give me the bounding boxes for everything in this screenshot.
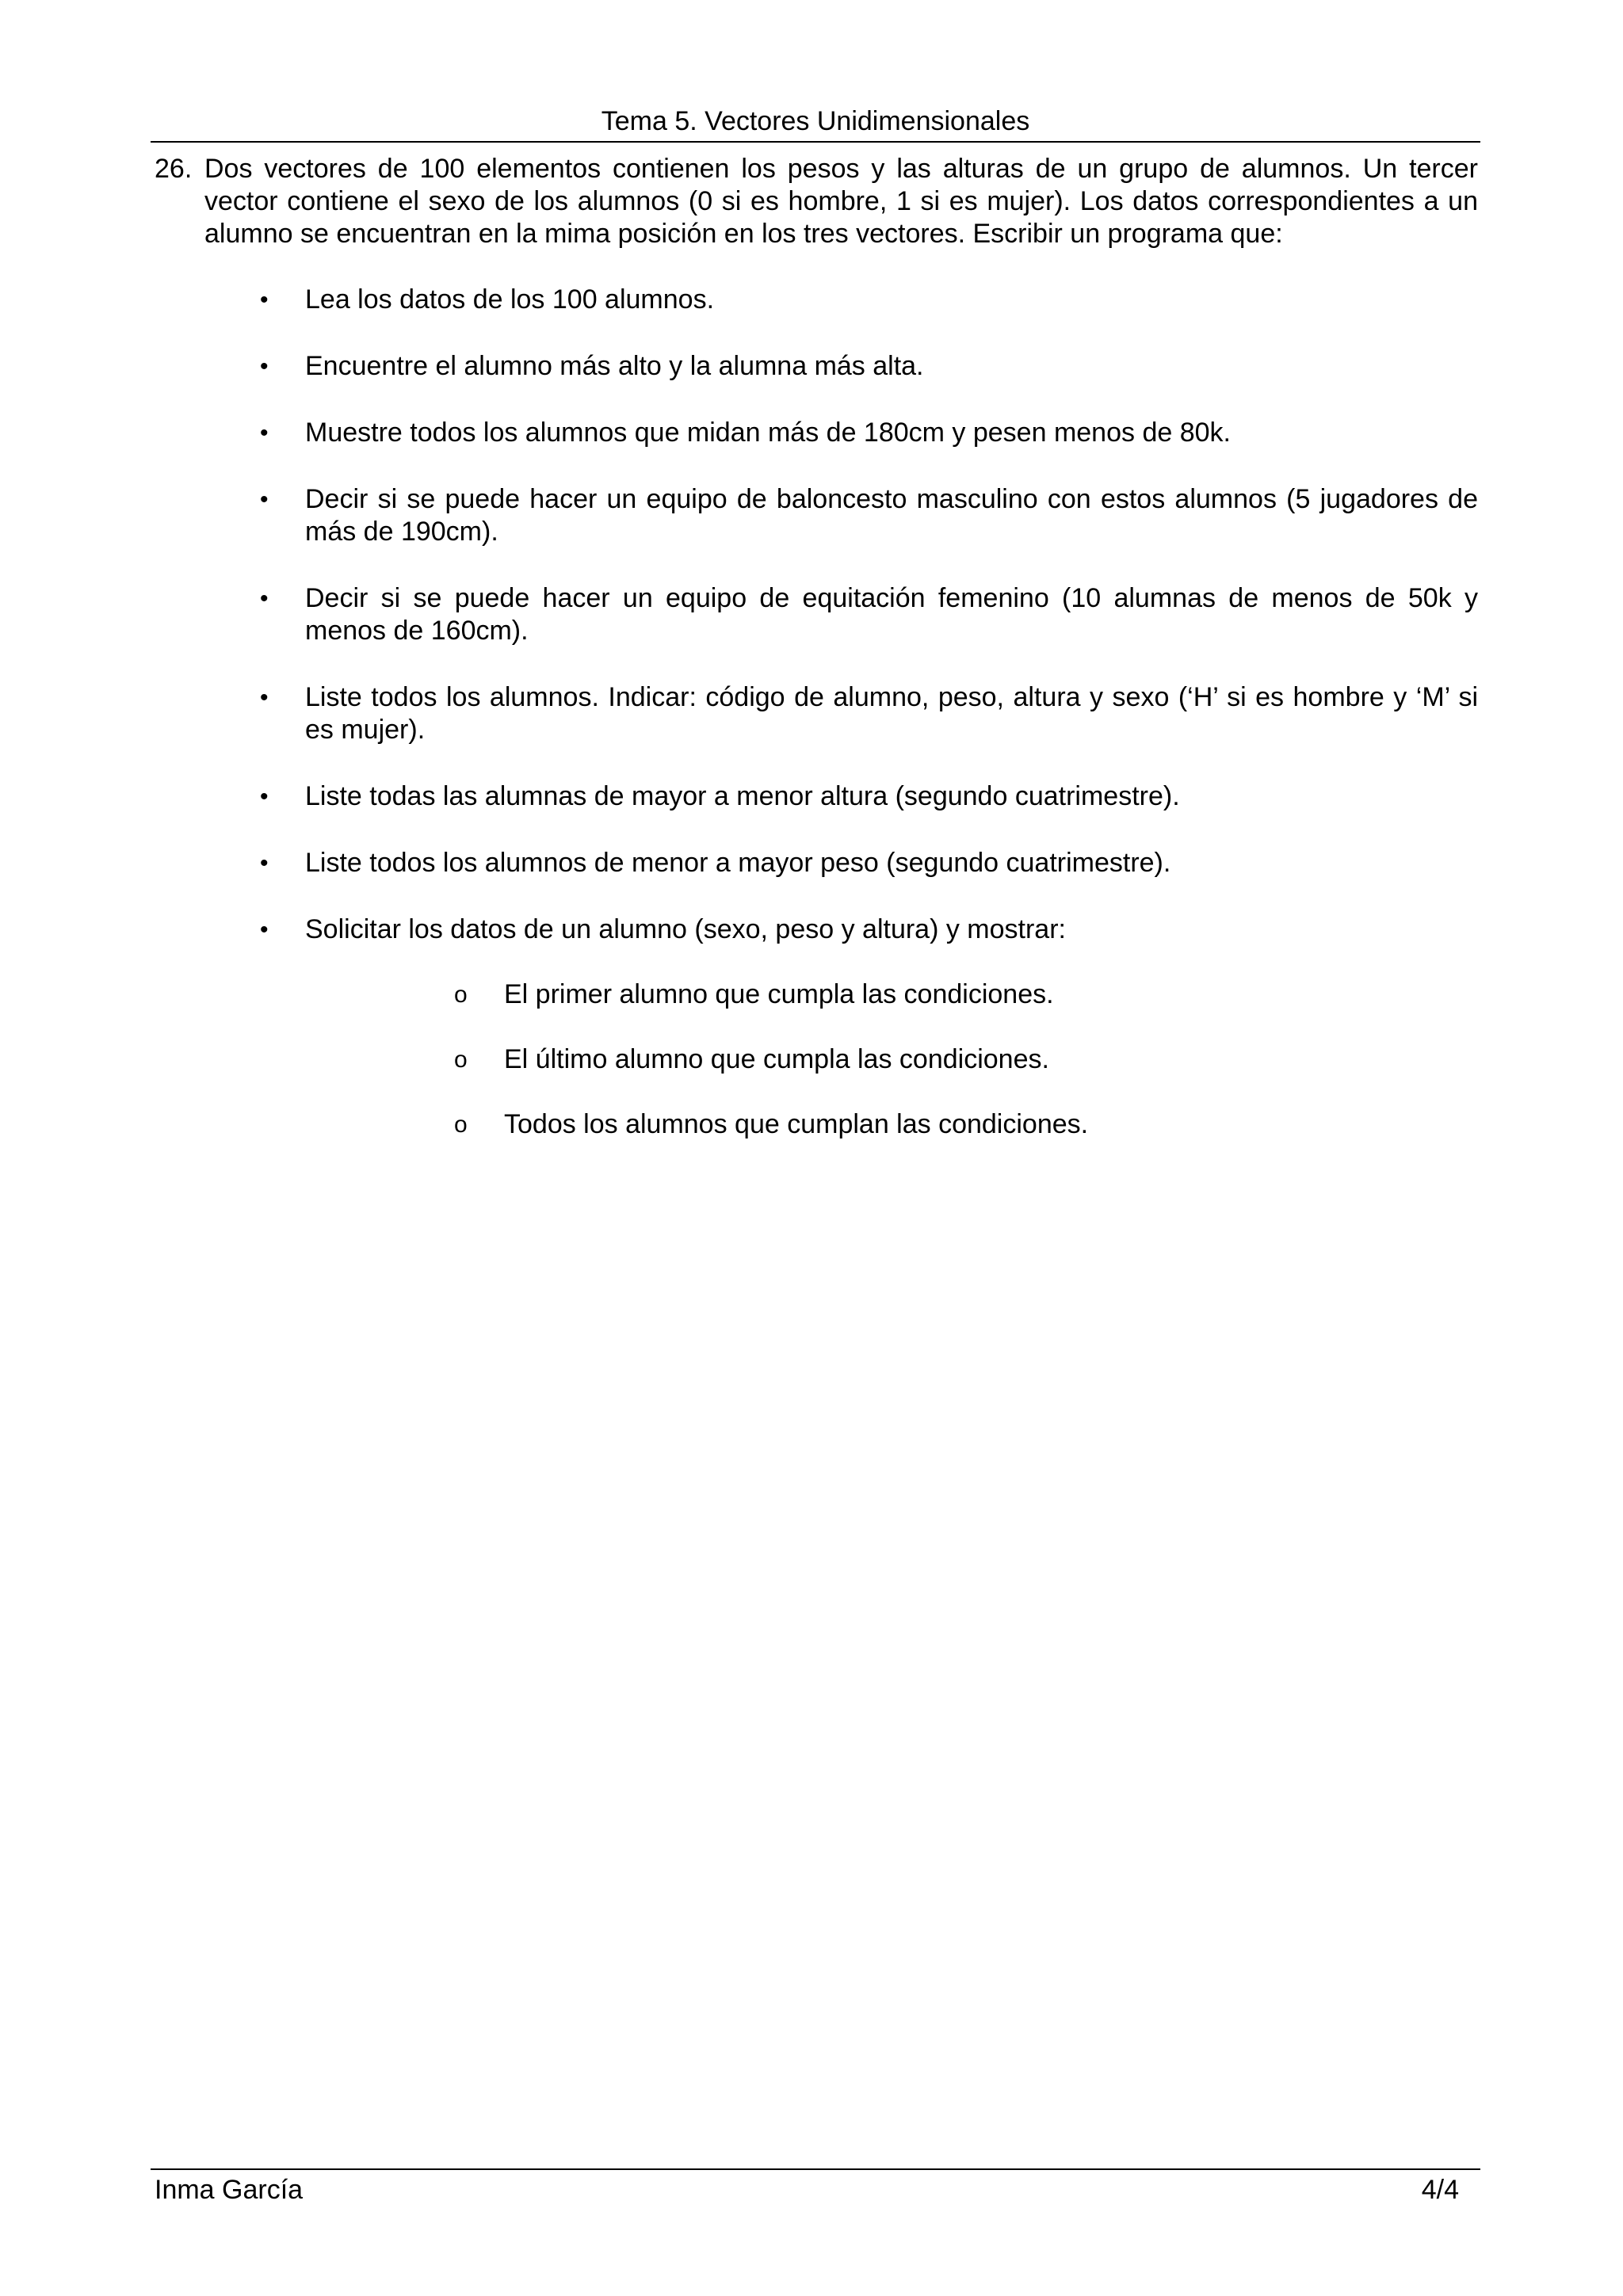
list-item-text: Muestre todos los alumnos que midan más de 180cm y pesen menos de 80k. xyxy=(305,418,1231,448)
exercise-intro: Dos vectores de 100 elementos contienen los pesos y las alturas de un grupo de alumnos. Un tercer vector contiene el sexo de los alumnos (0 si es hombre, 1 si es mujer). Los datos correspondientes a un alumno se encuentran en la mima posición en los tres vectores. Escribir un programa que: xyxy=(204,154,1478,249)
sub-list-item-text: El primer alumno que cumpla las condiciones. xyxy=(504,979,1054,1009)
sub-list-item-text: El último alumno que cumpla las condiciones. xyxy=(504,1044,1049,1074)
list-item-text: Decir si se puede hacer un equipo de baloncesto masculino con estos alumnos (5 jugadores de más de 190cm). xyxy=(305,484,1478,547)
list-item-text: Solicitar los datos de un alumno (sexo, peso y altura) y mostrar: xyxy=(305,914,1066,944)
bullet-icon: • xyxy=(260,784,269,810)
sub-list xyxy=(305,978,1478,1141)
exercise-number: 26. xyxy=(155,154,193,184)
page-header-title: Tema 5. Vectores Unidimensionales xyxy=(601,106,1030,136)
list-item xyxy=(204,350,1478,383)
list-item-text: Encuentre el alumno más alto y la alumna más alta. xyxy=(305,351,924,381)
sub-list-item xyxy=(305,978,1478,1011)
list-item-text: Liste todos los alumnos. Indicar: código de alumno, peso, altura y sexo (‘H’ si es hombre y ‘M’ si es mujer). xyxy=(305,682,1478,745)
list-item-text: Liste todos los alumnos de menor a mayor peso (segundo cuatrimestre). xyxy=(305,848,1171,878)
circle-bullet-icon: o xyxy=(454,982,468,1008)
footer-author: Inma García xyxy=(155,2175,304,2205)
bullet-icon: • xyxy=(260,850,269,876)
list-item xyxy=(204,483,1478,548)
sub-list-item-text: Todos los alumnos que cumplan las condiciones. xyxy=(504,1109,1089,1139)
list-item-text: Decir si se puede hacer un equipo de equitación femenino (10 alumnas de menos de 50k y menos de 160cm). xyxy=(305,583,1478,646)
list-item-text: Liste todas las alumnas de mayor a menor altura (segundo cuatrimestre). xyxy=(305,781,1180,811)
list-item xyxy=(204,780,1478,813)
list-item xyxy=(204,284,1478,316)
list-item xyxy=(204,847,1478,879)
list-item xyxy=(204,582,1478,647)
list-item xyxy=(204,681,1478,746)
bullet-icon: • xyxy=(260,685,269,711)
page-number: 4/4 xyxy=(1421,2175,1459,2205)
requirements-list xyxy=(204,284,1478,1141)
bullet-icon: • xyxy=(260,917,269,943)
circle-bullet-icon: o xyxy=(454,1112,468,1138)
footer-divider xyxy=(151,2168,1480,2170)
sub-list-item xyxy=(305,1043,1478,1076)
bullet-icon: • xyxy=(260,287,269,313)
sub-list-item xyxy=(305,1108,1478,1141)
exercise-26 xyxy=(155,153,1478,1175)
list-item-text: Lea los datos de los 100 alumnos. xyxy=(305,284,715,315)
list-item xyxy=(204,417,1478,449)
bullet-icon: • xyxy=(260,420,269,446)
header-divider xyxy=(151,141,1480,143)
exercise-content xyxy=(204,153,1478,1141)
list-item xyxy=(204,913,1478,1141)
circle-bullet-icon: o xyxy=(454,1047,468,1073)
bullet-icon: • xyxy=(260,486,269,513)
bullet-icon: • xyxy=(260,353,269,379)
bullet-icon: • xyxy=(260,585,269,612)
